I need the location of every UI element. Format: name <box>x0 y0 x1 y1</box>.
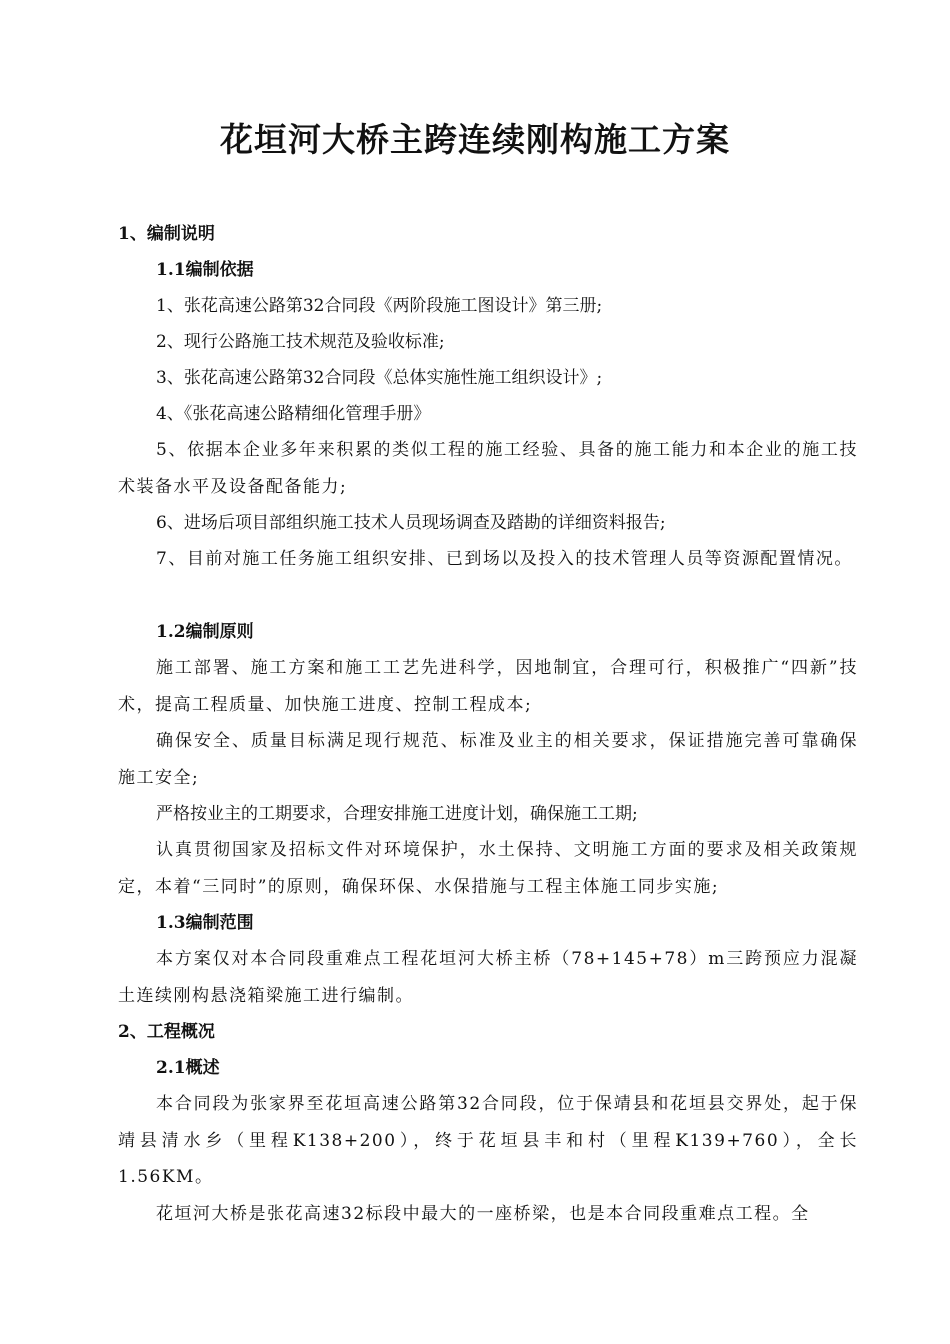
basis-item-1: 1、张花高速公路第32合同段《两阶段施工图设计》第三册; <box>156 296 603 316</box>
section-2-heading: 2、工程概况 <box>118 1022 215 1042</box>
principle-item-4: 认真贯彻国家及招标文件对环境保护，水土保持、文明施工方面的要求及相关政策规定，本着“三同时”的原则，确保环保、水保措施与工程主体施工同步实施; <box>118 840 858 897</box>
basis-item-2: 2、现行公路施工技术规范及验收标准; <box>156 332 445 352</box>
basis-item-7: 7、目前对施工任务施工组织安排、已到场以及投入的技术管理人员等资源配置情况。 <box>156 549 853 569</box>
basis-item-6: 6、进场后项目部组织施工技术人员现场调查及踏勘的详细资料报告; <box>156 513 666 533</box>
basis-item-3: 3、张花高速公路第32合同段《总体实施性施工组织设计》; <box>156 368 603 388</box>
principle-item-1: 施工部署、施工方案和施工工艺先进科学，因地制宜，合理可行，积极推广“四新”技术，提高工程质量、加快施工进度、控制工程成本; <box>118 658 858 715</box>
overview-item-2: 花垣河大桥是张花高速32标段中最大的一座桥梁，也是本合同段重难点工程。全 <box>156 1204 810 1224</box>
document-title: 花垣河大桥主跨连续刚构施工方案 <box>220 120 730 159</box>
principle-item-2: 确保安全、质量目标满足现行规范、标准及业主的相关要求，保证措施完善可靠确保施工安全; <box>118 731 858 788</box>
section-1-3-heading: 1.3编制范围 <box>156 913 254 933</box>
section-1-2-heading: 1.2编制原则 <box>156 622 254 642</box>
overview-item-1: 本合同段为张家界至花垣高速公路第32合同段，位于保靖县和花垣县交界处，起于保靖县清水乡（里程K138+200），终于花垣县丰和村（里程K139+760），全长1.56KM。 <box>118 1094 858 1187</box>
section-1-heading: 1、编制说明 <box>118 224 215 244</box>
basis-item-5: 5、依据本企业多年来积累的类似工程的施工经验、具备的施工能力和本企业的施工技术装备水平及设备配备能力; <box>118 440 858 497</box>
basis-item-4: 4、《张花高速公路精细化管理手册》 <box>156 404 431 424</box>
scope-item-1: 本方案仅对本合同段重难点工程花垣河大桥主桥（78+145+78）m三跨预应力混凝土连续刚构悬浇箱梁施工进行编制。 <box>118 949 858 1006</box>
section-1-1-heading: 1.1编制依据 <box>156 260 254 280</box>
principle-item-3: 严格按业主的工期要求，合理安排施工进度计划，确保施工工期; <box>156 804 638 824</box>
section-2-1-heading: 2.1概述 <box>156 1058 220 1078</box>
